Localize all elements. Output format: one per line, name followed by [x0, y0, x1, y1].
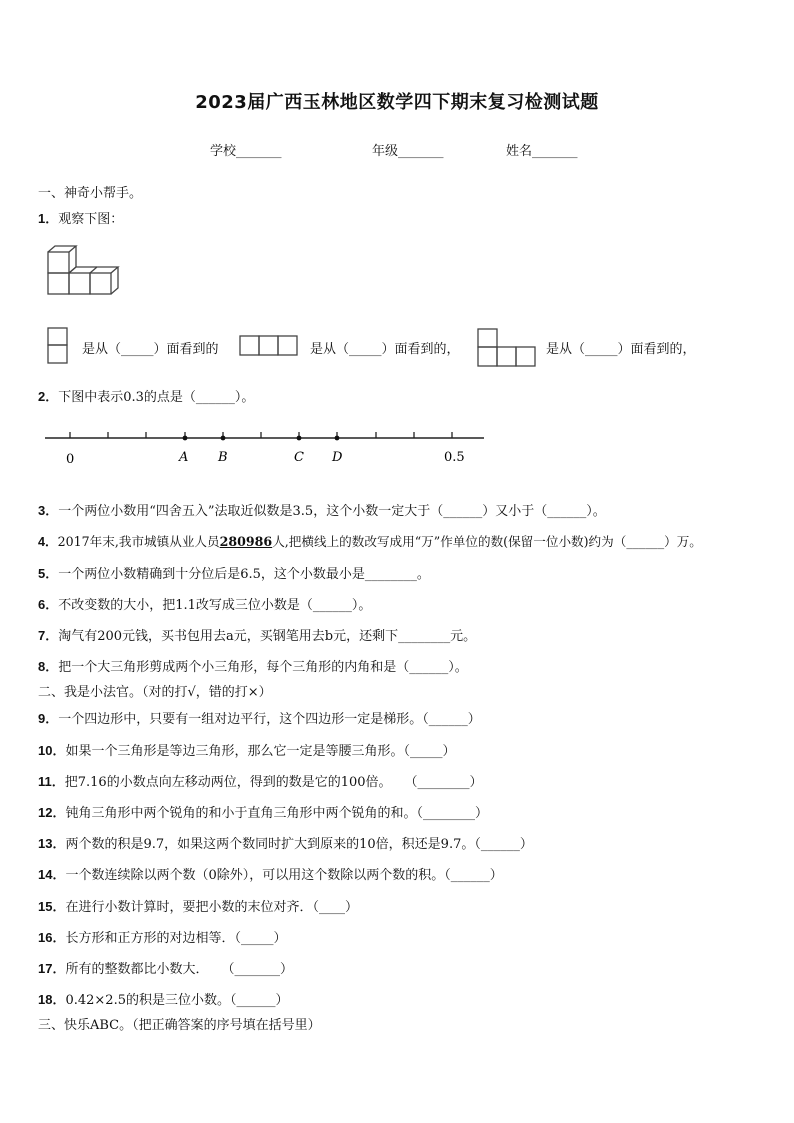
question-text: 所有的整数都比小数大． （_______） [65, 962, 293, 977]
answer-blank-2: 是从（_____）面看到的， [310, 342, 460, 357]
page-title: 2023届广西玉林地区数学四下期末复习检测试题 [195, 92, 599, 113]
point-a [183, 436, 188, 441]
question-number: 11． [38, 774, 65, 789]
question-2 [38, 386, 254, 405]
view-figure-3 [476, 327, 538, 369]
question-text: 一个数连续除以两个数（0除外），可以用这个数除以两个数的积。（______） [65, 868, 503, 883]
question-number: 5． [38, 566, 59, 581]
question-text: 0.42×2.5的积是三位小数。（______） [65, 993, 289, 1008]
question-number: 7． [38, 628, 59, 643]
question-number: 3． [38, 503, 59, 518]
question-text: 下图中表示0.3的点是（______）。 [58, 390, 255, 405]
question-number: 12． [38, 805, 66, 820]
question-text: 把7.16的小数点向左移动两位，得到的数是它的100倍。 （________） [64, 775, 483, 790]
question-text: 钝角三角形中两个锐角的和小于直角三角形中两个锐角的和。（________） [65, 806, 488, 821]
question-text-pre: 2017年末,我市城镇从业人员 [57, 534, 220, 549]
question-number: 10． [38, 743, 66, 758]
section-2-heading: 二、我是小法官。（对的打√，错的打×） [38, 685, 272, 700]
number-line [40, 426, 490, 470]
question-10 [38, 740, 455, 759]
question-text: 把一个大三角形剪成两个小三角形，每个三角形的内角和是（______）。 [58, 660, 468, 675]
question-text: 淘气有200元钱，买书包用去a元，买钢笔用去b元，还剩下________元。 [58, 629, 477, 644]
question-8 [38, 656, 468, 675]
question-1 [38, 208, 123, 227]
question-18 [38, 989, 288, 1008]
question-6 [38, 594, 371, 613]
question-number: 13． [38, 836, 66, 851]
label-zero: 0 [66, 452, 75, 467]
question-5 [38, 563, 430, 582]
question-number: 18． [38, 992, 66, 1007]
question-number: 9． [38, 711, 59, 726]
label-b: B [218, 450, 228, 465]
question-number: 15． [38, 899, 66, 914]
question-4 [38, 531, 702, 550]
question-7 [38, 625, 476, 644]
question-text: 两个数的积是9.7，如果这两个数同时扩大到原来的10倍，积还是9.7。（______） [65, 837, 533, 852]
question-text: 一个两位小数精确到十分位后是6.5，这个小数最小是________。 [58, 567, 430, 582]
question-9 [38, 708, 481, 727]
answer-blank-3: 是从（_____）面看到的， [546, 342, 696, 357]
question-text: 长方形和正方形的对边相等．（_____） [65, 931, 287, 946]
point-c [297, 436, 302, 441]
point-b [221, 436, 226, 441]
question-text-post: 人,把横线上的数改写成用“万”作单位的数(保留一位小数)约为（______）万。 [272, 534, 702, 549]
question-15 [38, 896, 358, 915]
cube-figure [45, 245, 120, 297]
question-number: 1． [38, 211, 59, 226]
section-3-heading: 三、快乐ABC。（把正确答案的序号填在括号里） [38, 1018, 321, 1033]
question-text: 一个两位小数用“四舍五入”法取近似数是3.5，这个小数一定大于（______）又小于（______）。 [58, 504, 606, 519]
question-text: 在进行小数计算时，要把小数的末位对齐．（____） [65, 900, 358, 915]
section-1-heading: 一、神奇小帮手。 [38, 186, 143, 201]
question-11 [38, 771, 483, 790]
question-14 [38, 864, 503, 883]
underlined-number: 280986 [219, 534, 273, 549]
answer-blank-1: 是从（_____）面看到的 [82, 342, 219, 357]
question-text: 如果一个三角形是等边三角形，那么它一定是等腰三角形。（_____） [65, 744, 456, 759]
question-text: 观察下图： [58, 212, 124, 227]
question-number: 2． [38, 389, 59, 404]
school-field: 学校_______ [210, 144, 282, 159]
question-13 [38, 833, 533, 852]
question-number: 8． [38, 659, 59, 674]
question-number: 6． [38, 597, 59, 612]
question-text: 不改变数的大小，把1.1改写成三位小数是（______）。 [58, 598, 372, 613]
question-number: 16． [38, 930, 66, 945]
question-17 [38, 958, 293, 977]
question-text: 一个四边形中，只要有一组对边平行，这个四边形一定是梯形。（______） [58, 712, 481, 727]
label-c: C [294, 450, 304, 465]
view-figure-2 [238, 334, 300, 358]
grade-field: 年级_______ [372, 144, 444, 159]
question-3 [38, 500, 606, 519]
name-field: 姓名_______ [506, 144, 578, 159]
question-16 [38, 927, 286, 946]
question-number: 14． [38, 867, 66, 882]
label-end: 0.5 [444, 450, 465, 465]
label-d: D [332, 450, 343, 465]
question-12 [38, 802, 488, 821]
question-number: 17． [38, 961, 66, 976]
point-d [335, 436, 340, 441]
label-a: A [179, 450, 189, 465]
question-number: 4． [38, 535, 58, 549]
view-figure-1 [46, 326, 70, 366]
